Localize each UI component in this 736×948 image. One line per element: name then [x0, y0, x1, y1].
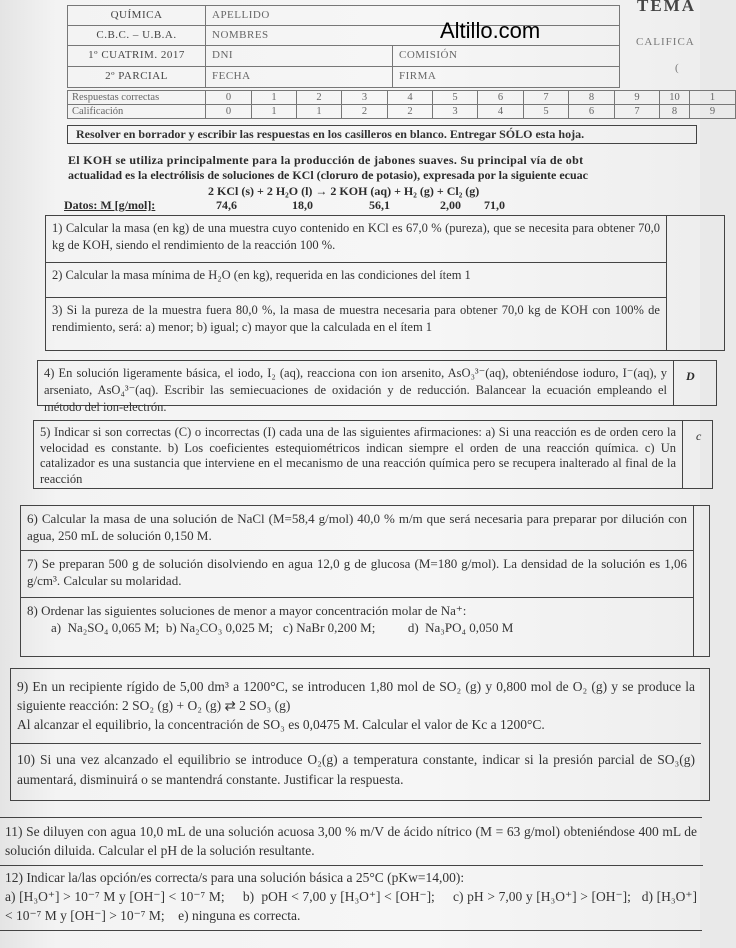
grade-cell: 4 [477, 104, 524, 119]
mass-koh: 56,1 [369, 198, 390, 212]
question-9-line-3: Al alcanzar el equilibrio, la concentración de SO₃ es 0,0475 M. Calcular el valor de Kc a 1200°C. [17, 717, 545, 732]
calificacion-paren: ( [675, 62, 679, 74]
grade-row-label: Calificación [67, 104, 206, 119]
question-11: 11) Se diluyen con agua 10,0 mL de una solución acuosa 3,00 % m/V de ácido nítrico (M = 63 g/mol) obteniéndose 400 mL de solución diluida. Calcular el pH de la solución resultante. [0, 818, 703, 866]
grade-cell: 7 [614, 104, 660, 119]
mass-kcl: 74,6 [216, 198, 237, 212]
dni-field[interactable]: DNI [205, 45, 393, 67]
calificacion-label: CALIFICA [636, 36, 695, 48]
answer-column[interactable] [693, 506, 694, 656]
question-group-5 [33, 420, 713, 489]
question-12-options: a) [H₃O⁺] > 10⁻⁷ M y [OH⁻] < 10⁻⁷ M; b) pOH < 7,00 y [H₃O⁺] < [OH⁻]; c) pH > 7,00 y [H₃O⁺] > [OH⁻]; d) [H₃O⁺] < 10⁻⁷ M y [OH⁻] > 10⁻⁷ M; e) ninguna es correcta. [5, 889, 701, 923]
answer-column[interactable] [673, 361, 674, 405]
score-cell: 9 [614, 90, 660, 105]
mass-cl2: 71,0 [484, 198, 505, 212]
score-cell: 8 [568, 90, 615, 105]
question-6: 6) Calcular la masa de una solución de NaCl (M=58,4 g/mol) 40,0 % m/m que será necesaria para preparar por dilución con agua, 250 mL de solución 0,150 M. [21, 506, 693, 551]
grade-cell: 2 [387, 104, 433, 119]
tema-label: TEMA [637, 0, 696, 15]
intro-line-1: El KOH se utiliza principalmente para la producción de jabones suaves. Su principal vía de obt [68, 153, 584, 167]
course-term: 1º CUATRIM. 2017 [67, 45, 206, 67]
question-5: 5) Indicar si son correctas (C) o incorrectas (I) cada una de las siguientes afirmaciones: a) Si una reacción es de orden cero la velocidad es constante. b) Los coeficientes estequiométricos indican siempre el orden de una reacción química. c) Un catalizador es una sustancia que interviene en el mecanismo de una reacción química pero se recupera inalterado al final de la reacción [40, 425, 676, 486]
nombres-field[interactable]: NOMBRES [205, 25, 620, 46]
question-7: 7) Se preparan 500 g de solución disolviendo en agua 12,0 g de glucosa (M=180 g/mol). La densidad de la solución es 1,06 g/cm³. Calcular su molaridad. [21, 551, 693, 598]
question-group-6-8 [20, 505, 710, 657]
score-cell: 6 [477, 90, 524, 105]
question-8-text: 8) Ordenar las siguientes soluciones de menor a mayor concentración molar de Na⁺: [27, 603, 467, 618]
firma-field[interactable]: FIRMA [392, 66, 620, 88]
question-group-1-3 [45, 215, 725, 351]
question-10: 10) Si una vez alcanzado el equilibrio se introduce O₂(g) a temperatura constante, indicar si la presión parcial de SO₃(g) aumentará, disminuirá o se mantendrá constante. Justificar la respuesta. [17, 752, 695, 787]
fecha-field[interactable]: FECHA [205, 66, 393, 88]
exam-type: 2º PARCIAL [67, 66, 206, 88]
grade-cell: 9 [689, 104, 736, 119]
score-cell: 1 [251, 90, 297, 105]
question-2: 2) Calcular la masa mínima de H₂O (en kg), requerida en las condiciones del ítem 1 [46, 263, 666, 298]
question-12 [0, 866, 703, 930]
apellido-field[interactable]: APELLIDO [205, 5, 620, 26]
reaction-equation: 2 KCl (s) + 2 H₂O (l) → 2 KOH (aq) + H₂ (g) + Cl₂ (g) [208, 184, 480, 198]
mass-h2o: 18,0 [292, 198, 313, 212]
grade-cell: 0 [205, 104, 252, 119]
side-mark: c [696, 429, 702, 443]
grade-cell: 3 [432, 104, 478, 119]
question-group-4 [37, 360, 717, 414]
grade-cell: 1 [296, 104, 342, 119]
score-cell: 10 [659, 90, 690, 105]
mass-h2: 2,00 [440, 198, 461, 212]
instruction-box: Resolver en borrador y escribir las respuestas en los casilleros en blanco. Entregar SÓLO esta hoja. [67, 125, 697, 144]
question-4: 4) En solución ligeramente básica, el iodo, I₂ (aq), reacciona con ion arsenito, AsO₃³⁻(aq), obteniéndose ioduro, I⁻(aq), y arseniato, AsO₄³⁻(aq). Escribir las semiecuaciones de oxidación y de reducción. Balancear la ecuación empleando el método del ion-electrón. [44, 366, 667, 414]
question-9-text: 9) En un recipiente rígido de 5,00 dm³ a 1200°C, se introducen 1,80 mol de SO₂ (g) y 0,800 mol de O₂ (g) y se produce la siguiente reacción: 2 SO₂ (g) + O₂ (g) ⇄ 2 SO₃ (g) [17, 679, 695, 713]
score-row-label: Respuestas correctas [67, 90, 206, 105]
answer-column[interactable] [666, 216, 667, 350]
intro-line-2: actualidad es la electrólisis de soluciones de KCl (cloruro de potasio), expresada por la siguiente ecuac [68, 168, 588, 182]
question-12-text: 12) Indicar la/las opción/es correcta/s para una solución básica a 25°C (pKw=14,00): [5, 870, 465, 885]
datos-label: Datos: M [g/mol]: [64, 198, 156, 212]
question-8 [21, 598, 693, 656]
grade-cell: 5 [523, 104, 569, 119]
grade-cell: 2 [341, 104, 388, 119]
course-name: QUÍMICA [67, 5, 206, 26]
score-cell: 3 [341, 90, 388, 105]
grade-cell: 1 [251, 104, 297, 119]
score-cell: 4 [387, 90, 433, 105]
score-cell: 2 [296, 90, 342, 105]
grade-cell: 6 [568, 104, 615, 119]
answer-column[interactable] [682, 421, 683, 488]
score-cell: 1 [689, 90, 736, 105]
question-group-9-10 [10, 668, 710, 801]
score-cell: 5 [432, 90, 478, 105]
comision-field[interactable]: COMISIÓN [392, 45, 620, 67]
question-8-options: a) Na₂SO₄ 0,065 M; b) Na₂CO₃ 0,025 M; c) NaBr 0,200 M; d) Na₃PO₄ 0,050 M [51, 620, 514, 635]
question-1: 1) Calcular la masa (en kg) de una muestra cuyo contenido en KCl es 67,0 % (pureza), que se necesita para obtener 70,0 kg de KOH, siendo el rendimiento de la reacción 100 %. [46, 216, 666, 263]
question-3: 3) Si la pureza de la muestra fuera 80,0 %, la masa de muestra necesaria para obtener 70,0 kg de KOH con 100% de rendimiento, será: a) menor; b) igual; c) mayor que la calculada en el ítem 1 [52, 303, 660, 334]
grade-cell: 8 [659, 104, 690, 119]
score-cell: 0 [205, 90, 252, 105]
score-cell: 7 [523, 90, 569, 105]
side-mark: D [686, 369, 695, 383]
course-institution: C.B.C. – U.B.A. [67, 25, 206, 46]
question-9 [11, 669, 701, 744]
watermark: Altillo.com [440, 18, 541, 43]
question-group-11-12 [0, 817, 702, 931]
